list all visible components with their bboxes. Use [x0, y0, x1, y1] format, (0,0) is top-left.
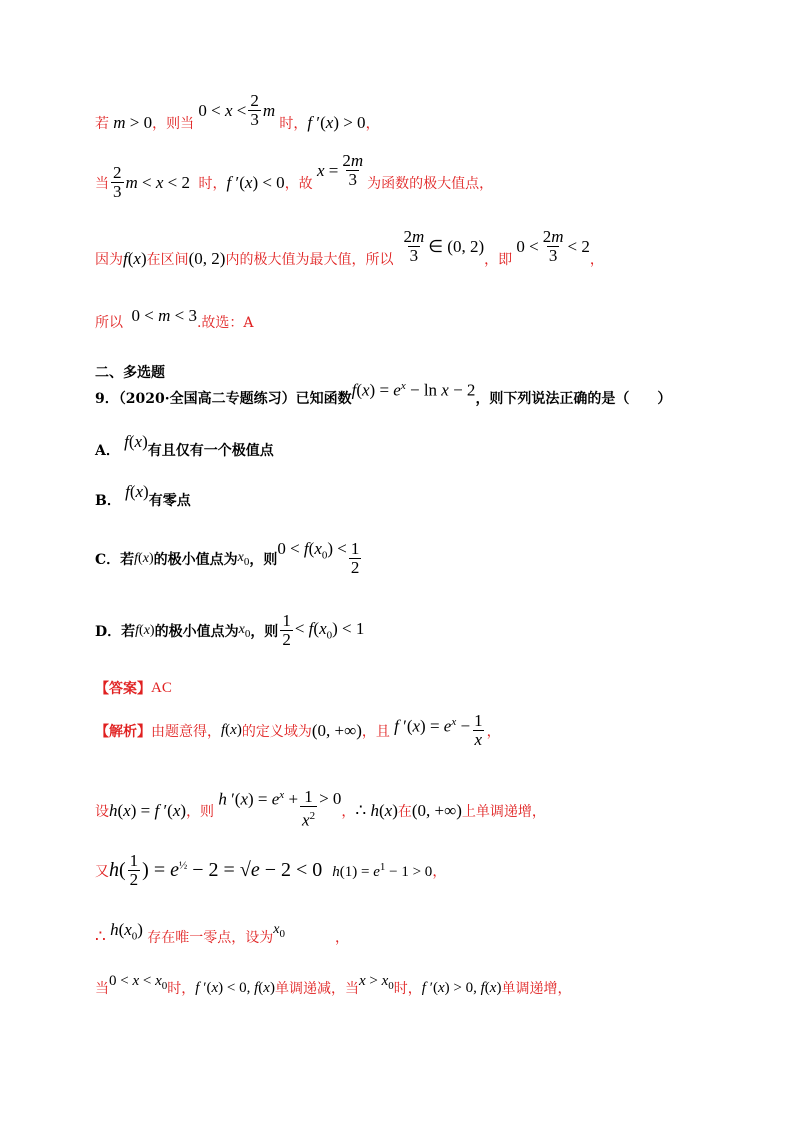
- math-h-half-value: ) = $e^{\frac{1}{2}} - 2 = √e - 2 < 0$: [142, 859, 323, 881]
- solution-line-4: [95, 306, 254, 332]
- math-x0: $x_0$: [237, 549, 250, 568]
- question-text: 9．（2020·全国高二专题练习）已知函数: [95, 391, 352, 408]
- math-ineq: $0 < f(x_0)$ <: [277, 539, 347, 562]
- text: 上单调递增，: [461, 803, 546, 820]
- text: ，: [486, 723, 501, 740]
- fraction-2m-3: $\frac{2m}{3}$: [342, 151, 364, 189]
- math-h1: $h(1) = e^1 - 1 > 0$: [332, 860, 433, 880]
- option-label: D．: [95, 623, 122, 640]
- math-ineq: 0 <: [512, 236, 539, 256]
- answer-value: AC: [151, 679, 172, 696]
- solution-line-3: [95, 227, 604, 277]
- math-hx-def: h(x) = f ′(x): [109, 800, 187, 820]
- text: 时，: [167, 981, 196, 997]
- fraction-1-x2: $\frac{1}{x^2}$: [302, 787, 316, 830]
- option-d: [95, 612, 364, 649]
- therefore-symbol: ∴: [95, 927, 111, 947]
- solution-line-1: [95, 91, 380, 141]
- fraction-1-2: $\frac{1}{2}$: [129, 851, 139, 889]
- question-text: ，则下列说法正确的是（ ）: [475, 391, 672, 408]
- analysis-line-3: [95, 852, 446, 889]
- text: 时，: [198, 175, 227, 192]
- option-text: 的极小值点为: [153, 551, 238, 568]
- option-text: 的极小值点为: [154, 623, 239, 640]
- math-m: m: [262, 100, 276, 120]
- math-fx: f(x): [135, 622, 155, 638]
- option-text: 若: [120, 551, 135, 568]
- math-fx: f(x): [124, 432, 148, 451]
- fraction-2m-3: $\frac{2m}{3}$: [542, 227, 564, 265]
- fraction-2-3: $\frac{2}{3}$: [250, 91, 259, 129]
- math-domain: (0, +∞): [311, 720, 362, 740]
- text: 当: [95, 981, 109, 997]
- option-text: ，则: [249, 551, 278, 568]
- text: 在: [397, 803, 412, 820]
- text: 若: [95, 115, 109, 132]
- question-9: [95, 380, 672, 409]
- math-range-lt: $0 < x < x_0$: [109, 972, 168, 992]
- math-fprime-pos: f ′(x) > 0: [307, 112, 366, 132]
- text: ，且: [361, 723, 390, 740]
- text: ，故: [284, 175, 313, 192]
- math-range-gt: $x > x_0$: [358, 972, 394, 992]
- text: ，: [432, 863, 447, 880]
- math-range: m < x < 2: [125, 172, 199, 192]
- math-lt-2: < 2: [567, 236, 590, 256]
- math-hx0: $h(x_0)$: [110, 920, 148, 943]
- analysis-tag: 【解析】: [95, 723, 151, 740]
- section-title: 二、多选题: [95, 365, 165, 381]
- fraction-1-2: $\frac{1}{2}$: [282, 611, 291, 649]
- text: .故选：A: [196, 315, 254, 331]
- math-x-eq: x =: [316, 160, 339, 180]
- math-fx: f(x): [123, 248, 147, 268]
- text: ，: [589, 251, 604, 268]
- text: 设: [95, 803, 109, 820]
- text: ，则当: [152, 115, 195, 132]
- option-label: C．: [95, 551, 121, 568]
- therefore-hx: ∴ h(x): [355, 800, 398, 820]
- math-range: 0 < x <: [194, 100, 247, 120]
- math-h-half: h(: [109, 859, 126, 881]
- option-b: [95, 482, 191, 510]
- text: 时，: [393, 981, 422, 997]
- text: 存在唯一零点，设为: [147, 930, 274, 947]
- text: 单调递减，当: [274, 981, 359, 997]
- text: ，则: [186, 803, 215, 820]
- text: 在区间: [146, 251, 189, 268]
- solution-line-2: [95, 151, 494, 201]
- text: 因为: [95, 251, 123, 268]
- text: 所以: [95, 315, 123, 331]
- text: 又: [95, 863, 109, 880]
- fraction-2-3: $\frac{2}{3}$: [113, 163, 122, 201]
- math-hprime: h $'(x) = e^x$ +: [218, 788, 299, 809]
- math-m-range: 0 < m < 3: [123, 306, 197, 325]
- option-text: ，则: [250, 623, 279, 640]
- option-text: 有且仅有一个极值点: [147, 443, 274, 459]
- fraction-2m-3: $\frac{2m}{3}$: [403, 227, 425, 265]
- text: 为函数的极大值点，: [367, 175, 494, 192]
- option-a: [95, 432, 274, 460]
- text: ，: [341, 803, 356, 820]
- math-fprime-pos: f ′(x) > 0, f(x): [421, 979, 502, 996]
- math-ineq: < $f(x_0) < 1$: [294, 619, 365, 642]
- text: 由题意得，: [151, 723, 221, 740]
- analysis-line-2: [95, 787, 546, 832]
- text: ，: [334, 930, 349, 947]
- math-gt-0: > 0: [319, 788, 342, 808]
- math-interval: (0, 2): [188, 248, 226, 268]
- math-x0: $x_0$: [273, 922, 285, 941]
- math-fx: f(x): [221, 722, 242, 738]
- fraction-1-2: $\frac{1}{2}$: [350, 539, 360, 577]
- math-m-gt-0: m > 0: [113, 112, 153, 132]
- text: 当: [95, 175, 109, 192]
- analysis-line-1: [95, 712, 501, 749]
- fraction-1-x: $\frac{1}{x}$: [474, 711, 483, 749]
- math-x0: $x_0$: [238, 621, 251, 640]
- text: 内的极大值为最大值，所以: [225, 251, 394, 268]
- answer-line: [95, 678, 172, 698]
- math-fx: f(x): [134, 550, 154, 566]
- text: 的定义域为: [241, 723, 312, 740]
- analysis-line-4: [95, 920, 349, 948]
- option-text: 若: [121, 623, 136, 640]
- math-fprime: f $'(x) = e^x$ −: [394, 716, 471, 736]
- text: ，: [365, 115, 380, 132]
- text: ，即: [484, 251, 513, 268]
- option-text: 有零点: [148, 493, 191, 509]
- math-in-interval: ∈ (0, 2): [428, 236, 485, 256]
- option-label: A．: [95, 443, 120, 459]
- math-function: $f(x) = e^x - \ln x - 2$: [351, 380, 476, 400]
- math-fprime-neg: f ′(x) < 0, f(x): [195, 979, 275, 996]
- math-fprime-neg: f ′(x) < 0: [226, 172, 285, 192]
- option-label: B．: [95, 493, 121, 509]
- analysis-line-5: [95, 972, 572, 998]
- math-domain: (0, +∞): [411, 800, 462, 820]
- text: 时，: [279, 115, 308, 132]
- answer-tag: 【答案】: [95, 681, 151, 697]
- option-c: [95, 540, 363, 577]
- text: 单调递增，: [501, 981, 572, 997]
- math-fx: f(x): [125, 482, 149, 501]
